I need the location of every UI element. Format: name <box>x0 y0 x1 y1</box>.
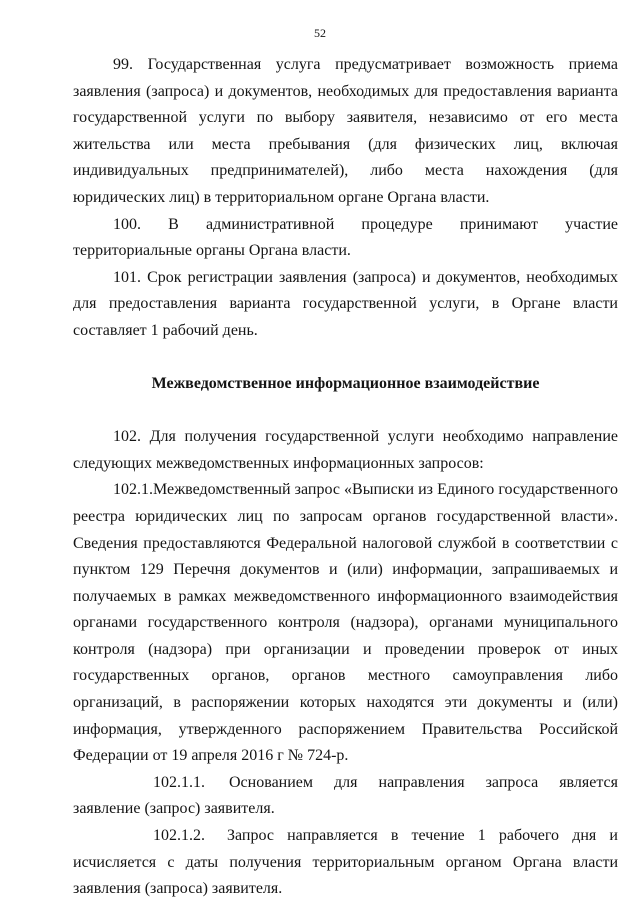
paragraph-99: 99. Государственная услуга предусматривает возможность приема заявления (запроса) и документов, необходимых для предоставления варианта государственной услуги по выбору заявителя, независимо от его места жительства или места пребывания (для физических лиц, включая индивидуальных предпринимателей), либо места нахождения (для юридических лиц) в территориальном органе Органа власти. <box>73 56 618 206</box>
section-heading: Межведомственное информационное взаимодействие <box>151 374 540 392</box>
paragraph-100: 100. В административной процедуре принимают участие территориальные органы Органа власти. <box>73 215 618 260</box>
clause-text: Основанием для направления запроса является заявление (запрос) заявителя. <box>73 773 618 818</box>
clause-number: 102.1.1. <box>153 773 205 791</box>
clause-102-1-2 <box>73 823 618 903</box>
paragraph-102: 102. Для получения государственной услуги необходимо направление следующих межведомственных информационных запросов: <box>73 428 618 472</box>
clause-102-1-1 <box>73 770 618 823</box>
page-number: 52 <box>314 26 326 40</box>
clause-number: 102.1.2. <box>153 827 205 845</box>
paragraph-102-1: 102.1.Межведомственный запрос «Выписки из Единого государственного реестра юридических лиц по запросам органов государственной власти». Сведения предоставляются Федеральной налоговой службой в соответствии с пунктом 129 Перечня документов и (или) информации, запрашиваемых и получаемых в рамках межведомственного информационного взаимодействия органами государственного контроля (надзора), органами муниципального контроля (надзора) при организации и проведении проверок от иных государственных органов, органов местного самоуправления либо организаций, в распоряжении которых находятся эти документы и (или) информация, утвержденного распоряжением Правительства Российской Федерации от 19 апреля 2016 г № 724-р. <box>73 481 618 765</box>
clause-text: Запрос направляется в течение 1 рабочего дня и исчисляется с даты получения территориальным органом Органа власти заявления (запроса) заявителя. <box>73 827 618 898</box>
document-body <box>73 52 618 903</box>
paragraph-101: 101. Срок регистрации заявления (запроса) и документов, необходимых для предоставления варианта государственной услуги, в Органе власти составляет 1 рабочий день. <box>73 268 618 339</box>
